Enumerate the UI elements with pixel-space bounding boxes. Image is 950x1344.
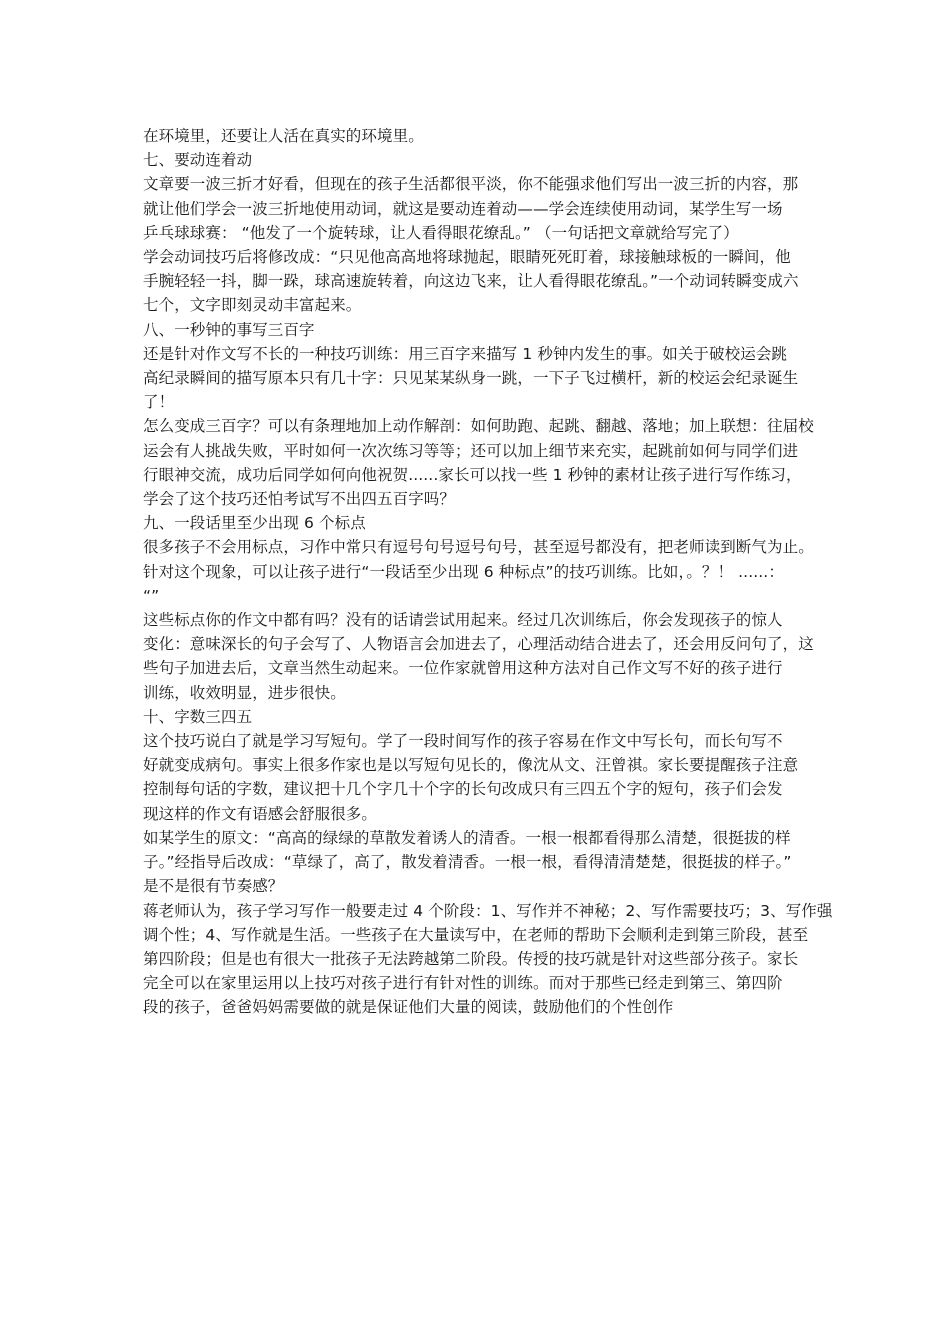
text-line: “” [143, 586, 160, 605]
text-line: 些句子加进去后，文章当然生动起来。一位作家就曾用这种方法对自己作文写不好的孩子进行 [143, 659, 783, 678]
text-line: 运会有人挑战失败，平时如何一次次练习等等；还可以加上细节来充实，起跳前如何与同学们进 [143, 441, 799, 460]
text-line: 是不是很有节奏感？ [143, 877, 284, 896]
text-line: 了！ [143, 393, 175, 412]
text-line: 乒乓球球赛： “他发了一个旋转球，让人看得眼花缭乱。” （一句话把文章就给写完了） [143, 223, 739, 242]
text-line: 针对这个现象，可以让孩子进行“一段话至少出现 6 种标点”的技巧训练。比如，。？！ ......： [143, 562, 784, 581]
text-line: 很多孩子不会用标点，习作中常只有逗号句号逗号句号，甚至逗号都没有，把老师读到断气为止。 [143, 538, 814, 557]
text-line: 蒋老师认为，孩子学习写作一般要走过 4 个阶段：1、写作并不神秘；2、写作需要技巧；3、写作强 [143, 901, 833, 920]
text-line: 就让他们学会一波三折地使用动词，就这是要动连着动——学会连续使用动词，某学生写一场 [143, 199, 783, 218]
text-line: 好就变成病句。事实上很多作家也是以写短句见长的，像沈从文、汪曾祺。家长要提醒孩子注意 [143, 756, 799, 775]
text-line: 七个，文字即刻灵动丰富起来。 [143, 296, 362, 315]
section-heading-8: 八、一秒钟的事写三百字 [143, 320, 315, 339]
section-heading-10: 十、字数三四五 [143, 707, 253, 726]
text-line: 第四阶段；但是也有很大一批孩子无法跨越第二阶段。传授的技巧就是针对这些部分孩子。家长 [143, 949, 799, 968]
text-line: 训练，收效明显，进步很快。 [143, 683, 346, 702]
text-line: 在环境里，还要让人活在真实的环境里。 [143, 127, 424, 145]
text-line: 高纪录瞬间的描写原本只有几十字：只见某某纵身一跳，一下子飞过横杆，新的校运会纪录诞生 [143, 369, 799, 388]
text-line: 还是针对作文写不长的一种技巧训练：用三百字来描写 1 秒钟内发生的事。如关于破校运会跳 [143, 344, 788, 363]
text-line: 现这样的作文有语感会舒服很多。 [143, 804, 378, 823]
text-line: 子。”经指导后改成：“草绿了，高了，散发着清香。一根一根，看得清清楚楚，很挺拔的样子。” [143, 853, 792, 872]
text-line: 如某学生的原文：“高高的绿绿的草散发着诱人的清香。一根一根都看得那么清楚，很挺拔的样 [143, 828, 791, 847]
text-line: 手腕轻轻一抖，脚一跺，球高速旋转着，向这边飞来，让人看得眼花缭乱。”一个动词转瞬变成六 [143, 272, 799, 291]
text-line: 调个性；4、写作就是生活。一些孩子在大量读写中，在老师的帮助下会顺利走到第三阶段，甚至 [143, 925, 809, 944]
section-heading-7: 七、要动连着动 [143, 151, 253, 170]
text-line: 文章要一波三折才好看，但现在的孩子生活都很平淡，你不能强求他们写出一波三折的内容，那 [143, 175, 799, 194]
text-line: 怎么变成三百字？可以有条理地加上动作解剖：如何助跑、起跳、翻越、落地；加上联想：往届校 [143, 417, 814, 436]
text-line: 完全可以在家里运用以上技巧对孩子进行有针对性的训练。而对于那些已经走到第三、第四阶 [143, 974, 783, 993]
text-line: 控制每句话的字数，建议把十几个字几十个字的长句改成只有三四五个字的短句，孩子们会发 [143, 780, 783, 799]
text-line: 行眼神交流，成功后同学如何向他祝贺......家长可以找一些 1 秒钟的素材让孩子进行写作练习， [143, 465, 802, 484]
document-body [143, 124, 843, 1020]
text-line: 这个技巧说白了就是学习写短句。学了一段时间写作的孩子容易在作文中写长句，而长句写不 [143, 732, 783, 751]
text-line: 段的孩子，爸爸妈妈需要做的就是保证他们大量的阅读，鼓励他们的个性创作 [143, 998, 674, 1017]
text-line: 学会了这个技巧还怕考试写不出四五百字吗？ [143, 490, 456, 509]
text-line: 学会动词技巧后将修改成：“只见他高高地将球抛起，眼睛死死盯着，球接触球板的一瞬间，他 [143, 248, 791, 267]
section-heading-9: 九、一段话里至少出现 6 个标点 [143, 514, 366, 533]
text-line: 这些标点你的作文中都有吗？没有的话请尝试用起来。经过几次训练后，你会发现孩子的惊人 [143, 611, 783, 630]
text-line: 变化：意味深长的句子会写了、人物语言会加进去了，心理活动结合进去了，还会用反问句了，这 [143, 635, 814, 654]
